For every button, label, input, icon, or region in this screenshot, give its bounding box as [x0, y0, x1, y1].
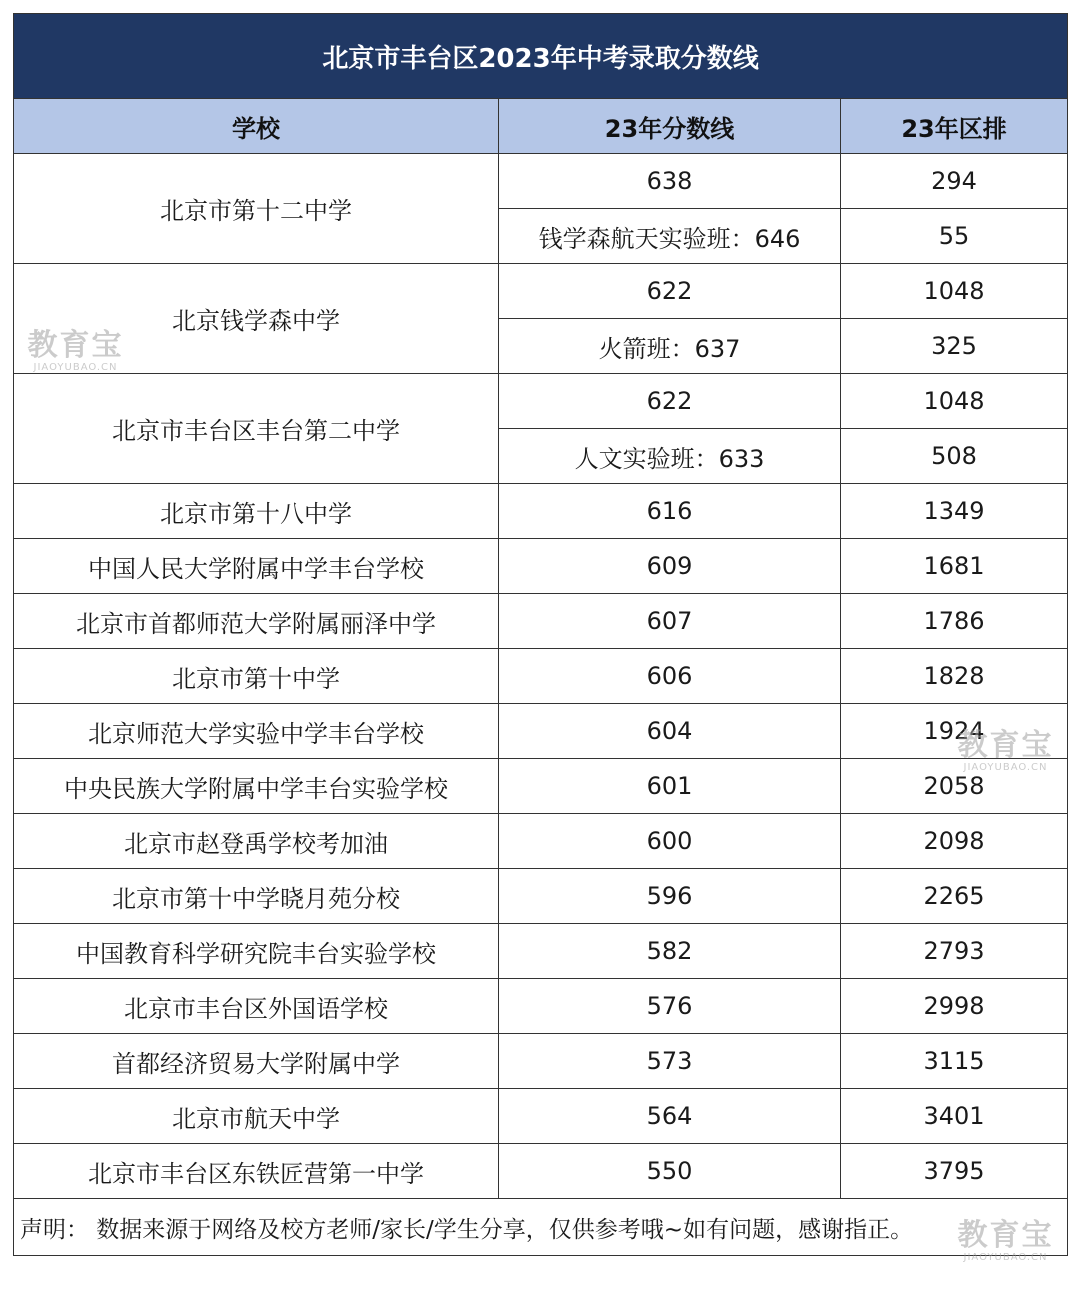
- watermark-text: 教育宝: [957, 1218, 1054, 1253]
- table-row: [14, 264, 1068, 319]
- watermark-text: 教育宝: [957, 728, 1054, 763]
- table-row: [14, 1034, 1068, 1089]
- score-cell: 550: [499, 1144, 841, 1199]
- score-cell: 616: [499, 484, 841, 539]
- school-name-cell: 北京市航天中学: [14, 1089, 499, 1144]
- table-title: 北京市丰台区2023年中考录取分数线: [14, 14, 1068, 99]
- score-cell: 600: [499, 814, 841, 869]
- rank-cell: 294: [841, 154, 1068, 209]
- table-row: [14, 924, 1068, 979]
- score-cell: 604: [499, 704, 841, 759]
- note-row: [14, 1199, 1068, 1256]
- table-row: [14, 484, 1068, 539]
- rank-cell: 2265: [841, 869, 1068, 924]
- school-name-cell: 北京市丰台区东铁匠营第一中学: [14, 1144, 499, 1199]
- table-row: [14, 374, 1068, 429]
- score-cell: 人文实验班：633: [499, 429, 841, 484]
- table-row: [14, 1089, 1068, 1144]
- school-name-cell: 北京师范大学实验中学丰台学校: [14, 704, 499, 759]
- table-row: [14, 154, 1068, 209]
- school-name-cell: 中国人民大学附属中学丰台学校: [14, 539, 499, 594]
- rank-cell: 55: [841, 209, 1068, 264]
- disclaimer-note: 声明： 数据来源于网络及校方老师/家长/学生分享，仅供参考哦~如有问题，感谢指正。: [14, 1199, 1068, 1256]
- school-name-cell: 北京市丰台区丰台第二中学: [14, 374, 499, 484]
- score-cell: 601: [499, 759, 841, 814]
- table-row: [14, 759, 1068, 814]
- table-row: [14, 649, 1068, 704]
- school-name-cell: 北京市丰台区外国语学校: [14, 979, 499, 1034]
- score-cell: 638: [499, 154, 841, 209]
- watermark-text: 教育宝: [27, 328, 124, 363]
- school-name-cell: 中央民族大学附属中学丰台实验学校: [14, 759, 499, 814]
- watermark-url: JIAOYUBAO.CN: [963, 762, 1048, 773]
- score-cell: 622: [499, 374, 841, 429]
- score-cell: 606: [499, 649, 841, 704]
- rank-cell: 1349: [841, 484, 1068, 539]
- rank-cell: 508: [841, 429, 1068, 484]
- school-name-cell: 北京市第十中学晓月苑分校: [14, 869, 499, 924]
- header-school: 学校: [14, 99, 499, 154]
- rank-cell: 2058: [841, 759, 1068, 814]
- school-name-cell: 首都经济贸易大学附属中学: [14, 1034, 499, 1089]
- table-row: [14, 1144, 1068, 1199]
- rank-cell: 1924: [841, 704, 1068, 759]
- rank-cell: 2793: [841, 924, 1068, 979]
- score-cell: 582: [499, 924, 841, 979]
- rank-cell: 2998: [841, 979, 1068, 1034]
- rank-cell: 1681: [841, 539, 1068, 594]
- rank-cell: 3401: [841, 1089, 1068, 1144]
- rank-cell: 325: [841, 319, 1068, 374]
- rank-cell: 2098: [841, 814, 1068, 869]
- table-row: [14, 704, 1068, 759]
- score-cell: 564: [499, 1089, 841, 1144]
- score-cell: 573: [499, 1034, 841, 1089]
- rank-cell: 1048: [841, 264, 1068, 319]
- watermark-url: JIAOYUBAO.CN: [963, 1252, 1048, 1263]
- header-score: 23年分数线: [499, 99, 841, 154]
- score-cell: 607: [499, 594, 841, 649]
- school-name-cell: 北京市第十八中学: [14, 484, 499, 539]
- table-row: [14, 979, 1068, 1034]
- table-row: [14, 814, 1068, 869]
- table-row: [14, 539, 1068, 594]
- score-cell: 596: [499, 869, 841, 924]
- score-cell: 609: [499, 539, 841, 594]
- school-name-cell: 北京市第十中学: [14, 649, 499, 704]
- score-table-sheet: [13, 13, 1067, 1256]
- score-cell: 622: [499, 264, 841, 319]
- school-name-cell: 北京市赵登禹学校考加油: [14, 814, 499, 869]
- table-row: [14, 869, 1068, 924]
- school-name-cell: 北京市首都师范大学附属丽泽中学: [14, 594, 499, 649]
- header-rank: 23年区排: [841, 99, 1068, 154]
- school-name-cell: 北京市第十二中学: [14, 154, 499, 264]
- score-cell: 钱学森航天实验班：646: [499, 209, 841, 264]
- school-name-cell: 北京钱学森中学: [14, 264, 499, 374]
- watermark-url: JIAOYUBAO.CN: [33, 362, 118, 373]
- table-row: [14, 594, 1068, 649]
- score-cell: 576: [499, 979, 841, 1034]
- rank-cell: 3115: [841, 1034, 1068, 1089]
- score-cell: 火箭班：637: [499, 319, 841, 374]
- admission-score-table: [13, 13, 1068, 1256]
- rank-cell: 1786: [841, 594, 1068, 649]
- school-name-cell: 中国教育科学研究院丰台实验学校: [14, 924, 499, 979]
- rank-cell: 1828: [841, 649, 1068, 704]
- rank-cell: 3795: [841, 1144, 1068, 1199]
- rank-cell: 1048: [841, 374, 1068, 429]
